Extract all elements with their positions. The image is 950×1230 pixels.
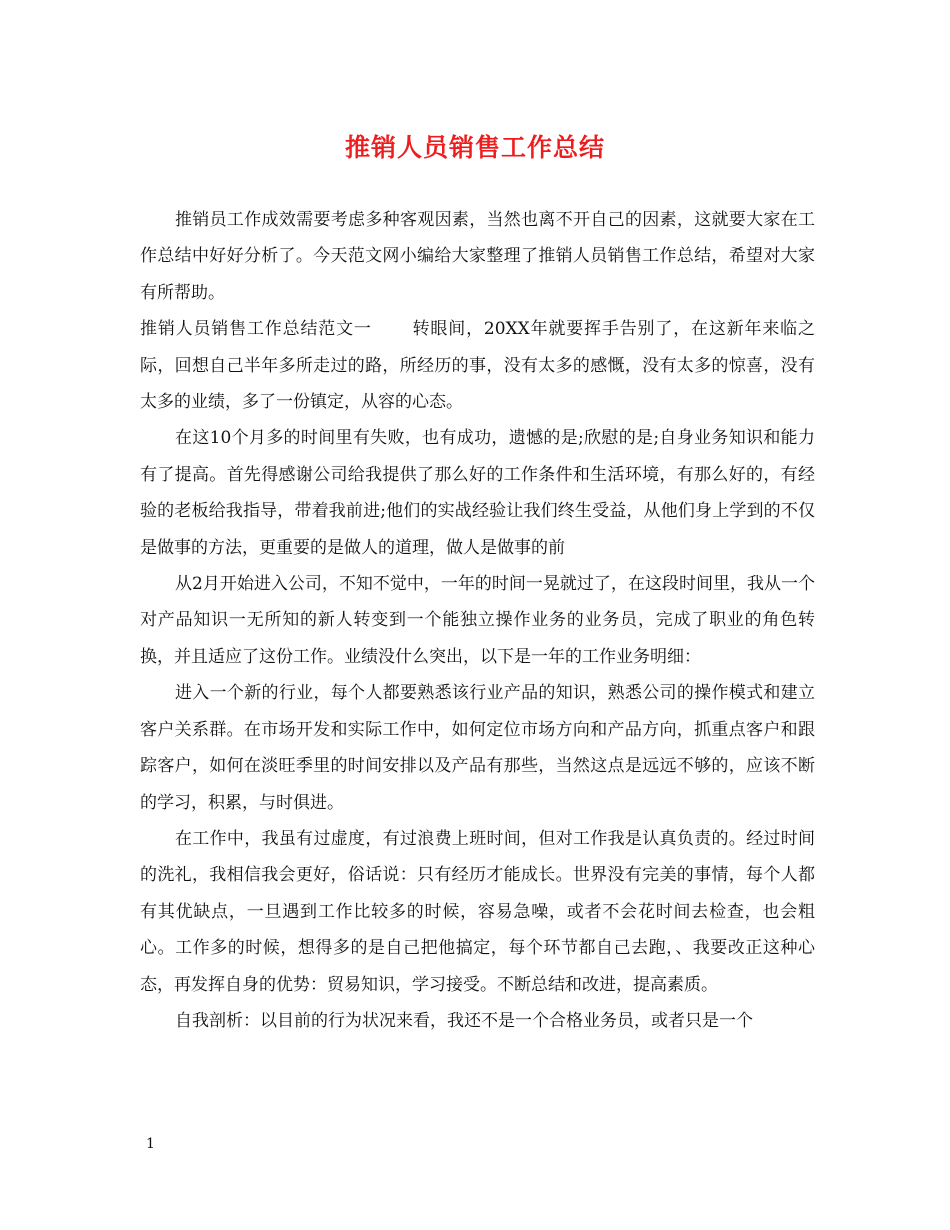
document-body	[140, 202, 815, 1039]
body-paragraph-6: 在工作中，我虽有过虚度，有过浪费上班时间，但对工作我是认真负责的。经过时间的洗礼，我相信我会更好，俗话说：只有经历才能成长。世界没有完美的事情，每个人都有其优缺点，一旦遇到工作比较多的时候，容易急噪，或者不会花时间去检查，也会粗心。工作多的时候，想得多的是自己把他搞定，每个环节都自己去跑，、我要改正这种心态，再发挥自身的优势：贸易知识，学习接受。不断总结和改进，提高素质。	[140, 828, 815, 995]
document-title: 推销人员销售工作总结	[344, 133, 605, 162]
page-number: 1	[146, 1136, 155, 1152]
body-paragraph-7: 自我剖析：以目前的行为状况来看，我还不是一个合格业务员，或者只是一个	[175, 1010, 753, 1031]
body-paragraph-4: 从2月开始进入公司，不知不觉中，一年的时间一晃就过了，在这段时间里，我从一个对产品知识一无所知的新人转变到一个能独立操作业务的业务员，完成了职业的角色转换，并且适应了这份工作。业绩没什么突出，以下是一年的工作业务明细：	[140, 574, 815, 667]
sample-heading: 推销人员销售工作总结范文一	[140, 319, 372, 340]
sample-one-body: 转眼间，20XX年就要挥手告别了，在这新年来临之际，回想自己半年多所走过的路，所经历的事，没有太多的感慨，没有太多的惊喜，没有太多的业绩，多了一份镇定，从容的心态。	[140, 319, 815, 413]
body-paragraph-3: 在这10个月多的时间里有失败，也有成功，遗憾的是;欣慰的是;自身业务知识和能力有了提高。首先得感谢公司给我提供了那么好的工作条件和生活环境，有那么好的，有经验的老板给我指导，带着我前进;他们的实战经验让我们终生受益，从他们身上学到的不仅是做事的方法，更重要的是做人的道理，做人是做事的前	[140, 428, 815, 558]
sample-one-paragraph	[140, 311, 815, 420]
intro-paragraph: 推销员工作成效需要考虑多种客观因素，当然也离不开自己的因素，这就要大家在工作总结中好好分析了。今天范文网小编给大家整理了推销人员销售工作总结，希望对大家有所帮助。	[140, 210, 815, 303]
body-paragraph-5: 进入一个新的行业，每个人都要熟悉该行业产品的知识，熟悉公司的操作模式和建立客户关系群。在市场开发和实际工作中，如何定位市场方向和产品方向，抓重点客户和跟踪客户，如何在淡旺季里的时间安排以及产品有那些，当然这点是远远不够的，应该不断的学习，积累，与时俱进。	[140, 683, 815, 813]
